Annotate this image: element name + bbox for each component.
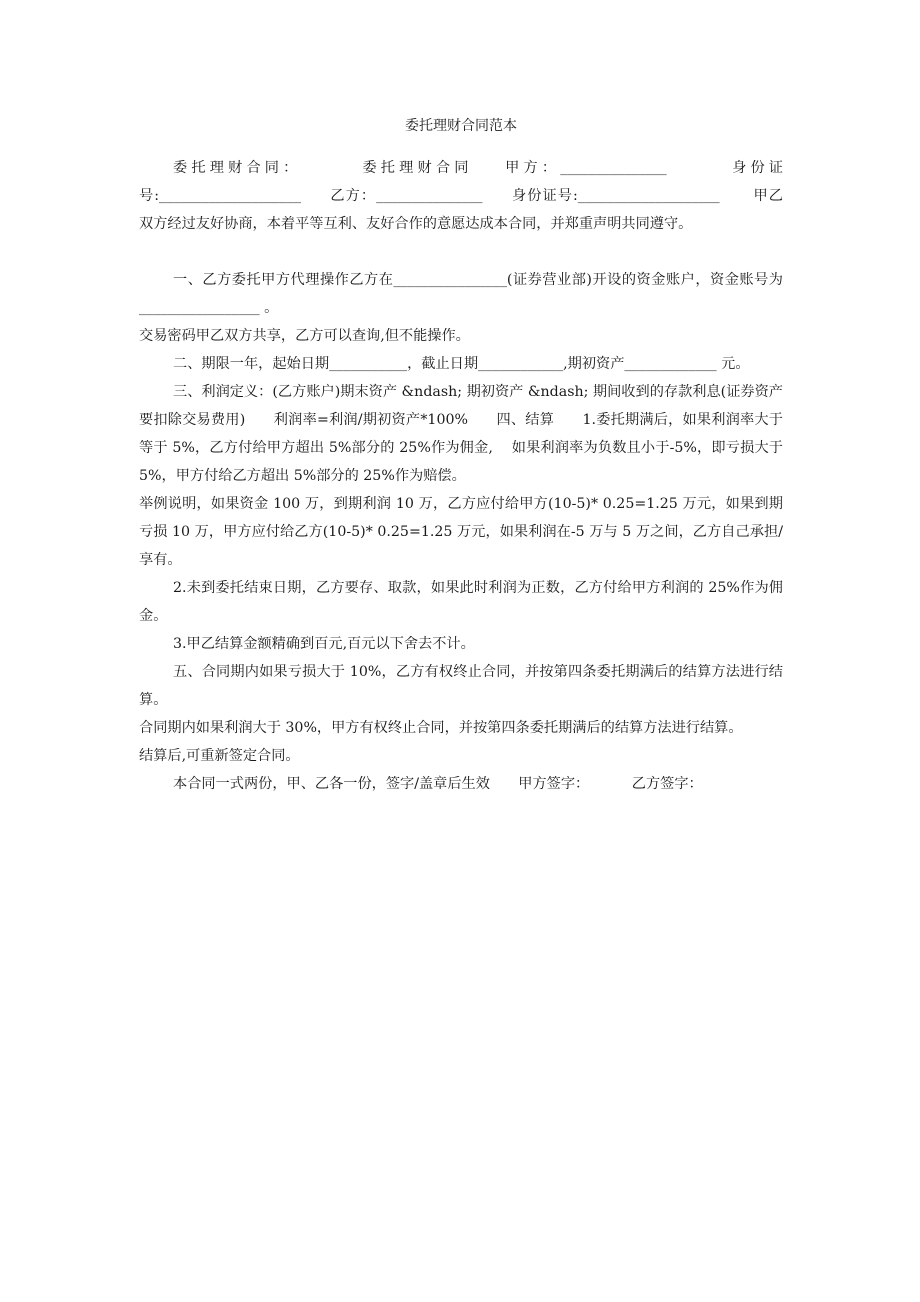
paragraph-renew: 结算后,可重新签定合同。 (139, 748, 300, 764)
paragraph-clause-4-2: 2.未到委托结束日期，乙方要存、取款，如果此时利润为正数，乙方付给甲方利润的 25%作为佣金。 (139, 580, 783, 624)
paragraph-gap (139, 238, 783, 266)
paragraph-clause-3-4: 三、利润定义：(乙方账户)期末资产 &ndash; 期初资产 &ndash; 期间收到的存款利息(证券资产要扣除交易费用) 利润率=利润/期初资产*100% 四、结算 1.委托期满后，如果利润率大于等于 5%，乙方付给甲方超出 5%部分的 25%作为佣金, 如果利润率为负数且小于-5%，即亏损大于 5%，甲方付给乙方超出 5%部分的 25%作为赔偿。 (139, 384, 783, 484)
paragraph-example: 举例说明，如果资金 100 万，到期利润 10 万，乙方应付给甲方(10-5)* 0.25=1.25 万元，如果到期亏损 10 万，甲方应付给乙方(10-5)* 0.25=1.25 万元，如果利润在-5 万与 5 万之间，乙方自己承担/享有。 (139, 496, 783, 568)
paragraph-clause-4-3: 3.甲乙结算金额精确到百元,百元以下舍去不计。 (173, 636, 475, 652)
document-title: 委托理财合同范本 (405, 118, 517, 134)
paragraph-clause-5: 五、合同期内如果亏损大于 10%，乙方有权终止合同，并按第四条委托期满后的结算方法进行结算。 (139, 664, 783, 708)
paragraph-profit-termination: 合同期内如果利润大于 30%，甲方有权终止合同，并按第四条委托期满后的结算方法进行结算。 (139, 720, 743, 736)
paragraph-parties: 委托理财合同： 委托理财合同 甲方：_______________ 身份证号:____________________ 乙方：_______________ 身份证号:____________________ 甲乙双方经过友好协商，本着平等互利、友好合作的意愿达成本合同，并郑重声明共同遵守。 (139, 160, 783, 232)
document-body (139, 154, 783, 798)
paragraph-signatures: 本合同一式两份，甲、乙各一份，签字/盖章后生效 甲方签字： 乙方签字： (173, 776, 703, 792)
paragraph-clause-2: 二、期限一年，起始日期___________，截止日期____________,期初资产_____________ 元。 (173, 356, 750, 372)
paragraph-clause-1: 一、乙方委托甲方代理操作乙方在________________(证券营业部)开设的资金账户，资金账号为_________________ 。 (139, 272, 783, 316)
paragraph-password: 交易密码甲乙双方共享，乙方可以查询,但不能操作。 (139, 328, 470, 344)
